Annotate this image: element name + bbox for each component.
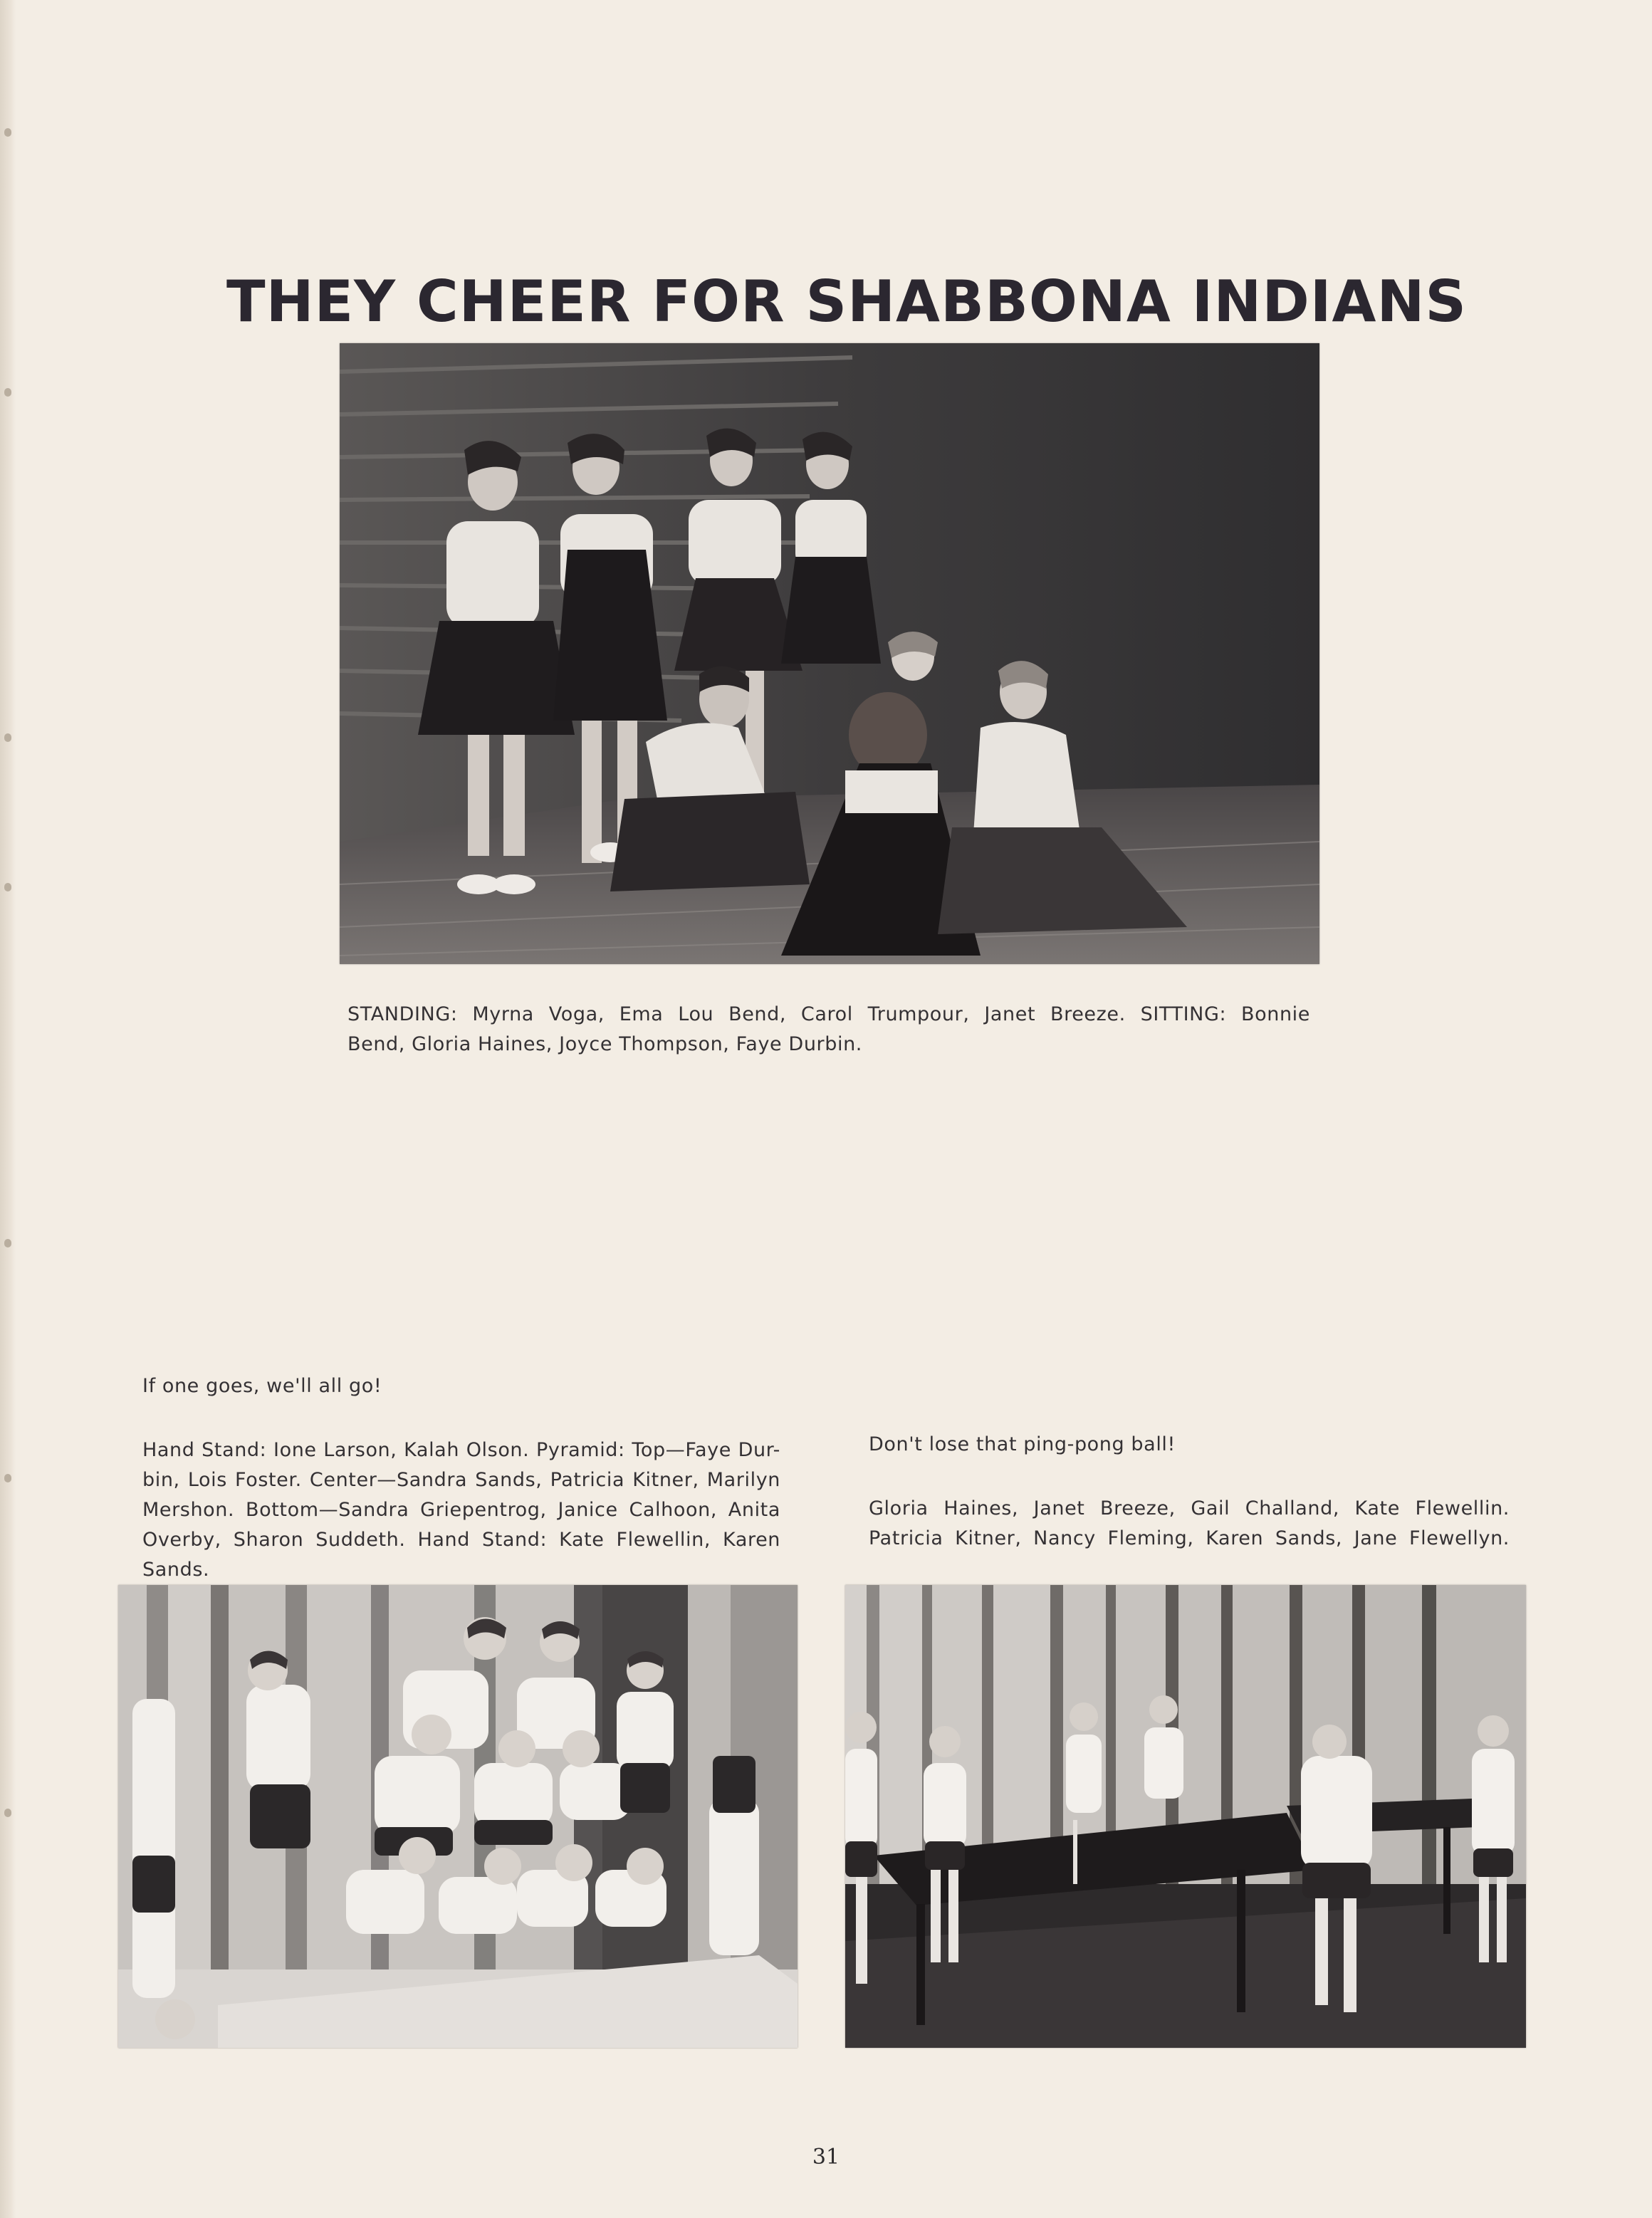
pyramid-caption-line-3: Mershon. Bottom—Sandra Griepentrog, Janice Calhoon, Anita [142,1499,780,1521]
pyramid-photo [118,1585,798,2048]
pyramid-caption-line-2: bin, Lois Foster. Center—Sandra Sands, Patricia Kitner, Marilyn [142,1469,780,1491]
pyramid-heading: If one goes, we'll all go! [142,1375,382,1397]
ping-pong-caption-line-2: Patricia Kitner, Nancy Fleming, Karen Sands, Jane Flewellyn. [869,1527,1510,1549]
binding-hole [4,733,11,742]
cheerleaders-caption-line-1: STANDING: Myrna Voga, Ema Lou Bend, Carol Trumpour, Janet Breeze. SITTING: Bonnie [347,1003,1310,1025]
cheerleaders-photo [340,343,1319,964]
binding-hole [4,1474,11,1482]
cheerleaders-caption-line-2: Bend, Gloria Haines, Joyce Thompson, Faye Durbin. [347,1033,862,1055]
pyramid-caption-line-4: Overby, Sharon Suddeth. Hand Stand: Kate Flewellin, Karen Sands. [142,1529,780,1581]
binding-hole [4,128,11,137]
page-binding-edge [0,0,16,2218]
binding-hole [4,883,11,891]
ping-pong-caption-line-1: Gloria Haines, Janet Breeze, Gail Challand, Kate Flewellin. [869,1497,1510,1519]
binding-hole [4,1239,11,1247]
binding-hole [4,388,11,397]
ping-pong-photo [845,1585,1526,2048]
page-title: THEY CHEER FOR SHABBONA INDIANS [226,268,1468,335]
binding-hole [4,1809,11,1817]
ping-pong-heading: Don't lose that ping-pong ball! [869,1433,1176,1455]
pyramid-caption-line-1: Hand Stand: Ione Larson, Kalah Olson. Pyramid: Top—Faye Dur- [142,1439,780,1461]
page-number: 31 [812,2145,840,2170]
